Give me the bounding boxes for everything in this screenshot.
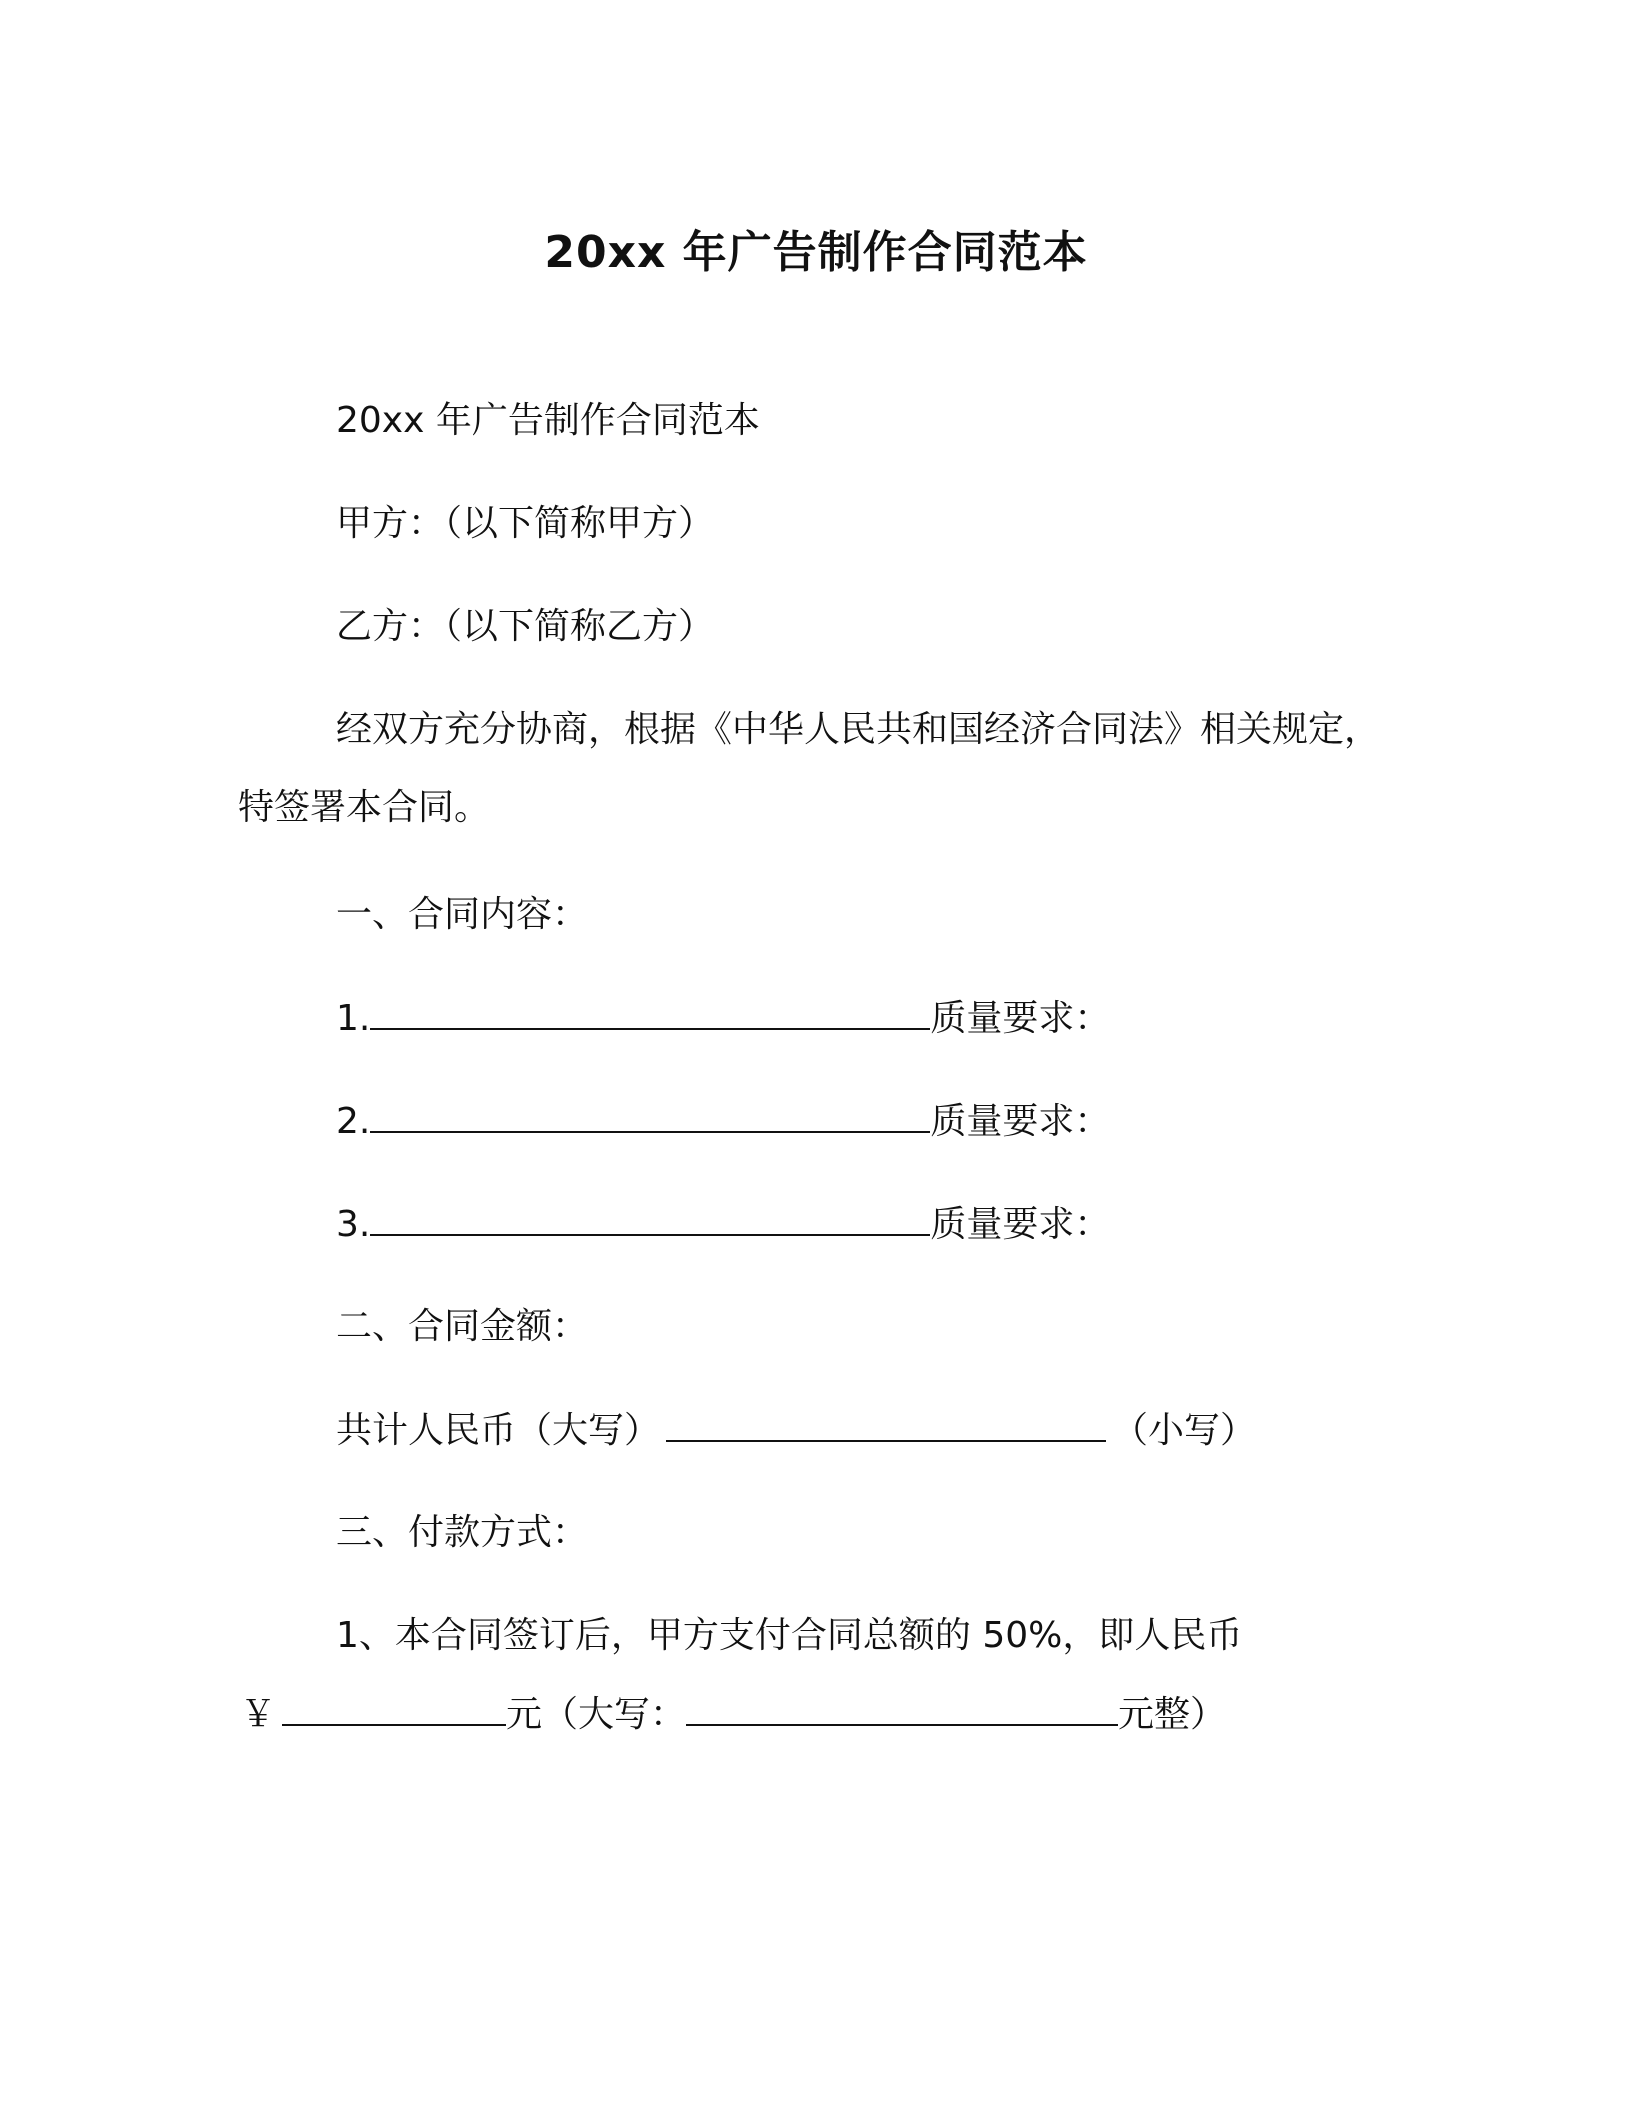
document-title: 20xx 年广告制作合同范本 [544, 227, 1088, 278]
section-1-heading: 一、合同内容： [336, 894, 589, 935]
currency-symbol: ￥ [240, 1694, 277, 1735]
payment-words-blank [686, 1690, 1118, 1726]
contract-item-2 [336, 1097, 1110, 1146]
payment-number-blank [282, 1690, 506, 1726]
item-label: 质量要求： [930, 998, 1111, 1039]
item-number: 1. [336, 998, 371, 1039]
item-number: 2. [336, 1101, 371, 1142]
item-number: 3. [336, 1204, 371, 1245]
contract-item-1 [336, 994, 1110, 1043]
document-subtitle: 20xx 年广告制作合同范本 [336, 400, 760, 441]
contract-item-3 [336, 1200, 1110, 1249]
item-label: 质量要求： [930, 1204, 1111, 1245]
payment-end: 元整） [1118, 1694, 1227, 1735]
party-b-line: 乙方：（以下简称乙方） [336, 606, 715, 647]
amount-suffix: （小写） [1112, 1410, 1257, 1451]
amount-prefix: 共计人民币（大写） [336, 1410, 661, 1451]
section-3-heading: 三、付款方式： [336, 1512, 589, 1553]
preamble-line-1: 经双方充分协商，根据《中华人民共和国经济合同法》相关规定， [336, 709, 1381, 750]
item-blank [370, 1200, 930, 1236]
payment-1-line-2 [240, 1690, 1226, 1739]
payment-mid: 元（大写： [506, 1694, 687, 1735]
item-blank [370, 994, 930, 1030]
payment-1-line-1: 1、本合同签订后，甲方支付合同总额的 50%，即人民币 [336, 1615, 1243, 1656]
party-a-line: 甲方：（以下简称甲方） [336, 503, 715, 544]
amount-line [336, 1406, 1256, 1455]
item-blank [370, 1097, 930, 1133]
section-2-heading: 二、合同金额： [336, 1306, 589, 1347]
preamble-line-2: 特签署本合同。 [238, 787, 491, 828]
amount-blank [666, 1406, 1106, 1442]
item-label: 质量要求： [930, 1101, 1111, 1142]
